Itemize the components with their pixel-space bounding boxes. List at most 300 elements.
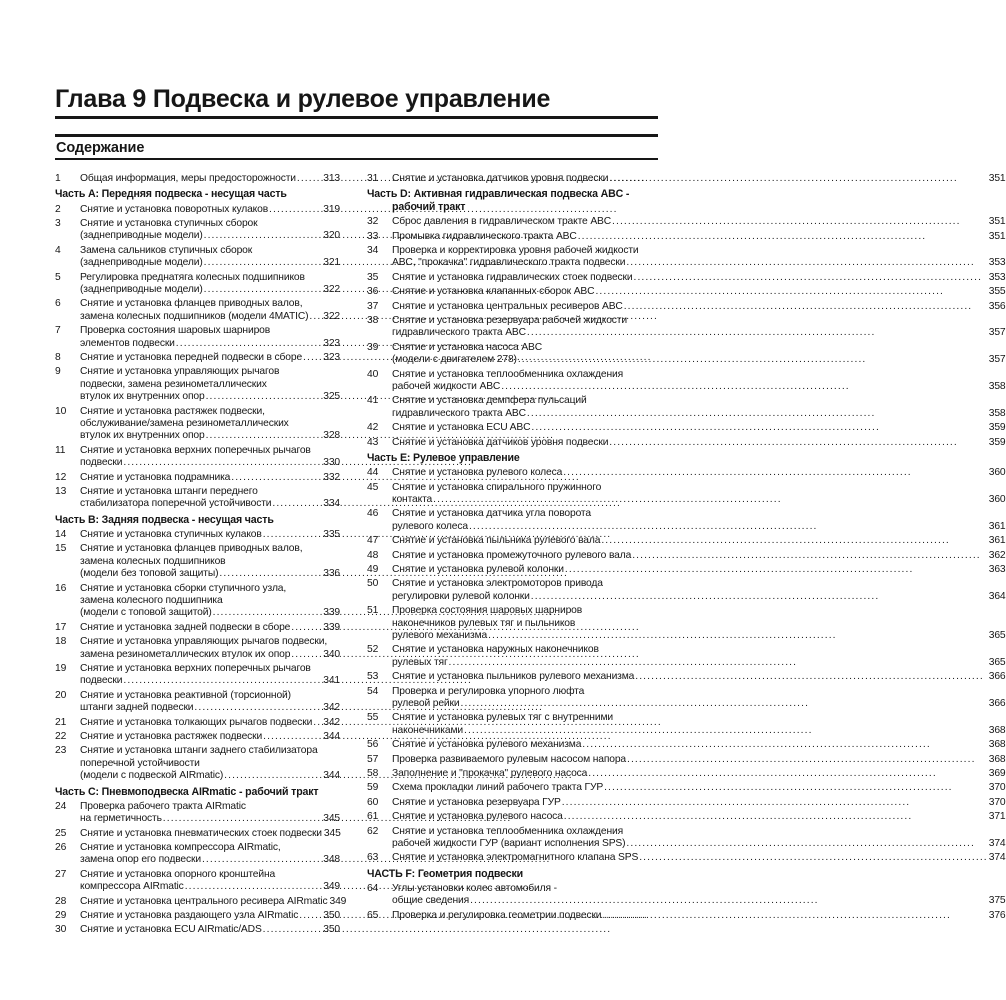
toc-entry-page-number: 368 (988, 753, 1006, 765)
toc-entry-number: 12 (55, 471, 67, 483)
toc-entry-page-number: 320 (323, 230, 340, 242)
toc-entry (55, 352, 340, 364)
toc-entry (367, 245, 1006, 270)
toc-entry (367, 712, 1006, 737)
toc-entry-last-line (80, 675, 340, 687)
toc-entry-line: Снятие и установка датчиков уровня подвески (392, 173, 609, 184)
dot-leader (213, 607, 323, 619)
toc-entry-last-line (392, 591, 1006, 603)
toc-entry-last-line (80, 702, 340, 714)
toc-entry-last-line (392, 838, 1006, 850)
toc-entry-number: 54 (367, 685, 379, 697)
dot-leader (299, 910, 322, 922)
toc-entry-number: 2 (55, 203, 61, 215)
toc-entry-body (392, 644, 1006, 669)
toc-entry-number: 49 (367, 563, 379, 575)
toc-entry (367, 605, 1006, 642)
toc-entry-last-line (80, 204, 340, 216)
toc-entry-last-line (80, 924, 340, 936)
toc-entry-body (392, 342, 1006, 367)
dot-leader (194, 702, 322, 714)
toc-entry-page-number: 369 (988, 768, 1006, 780)
dot-leader (303, 352, 322, 364)
toc-entry-body (80, 445, 340, 470)
toc-entry-body (80, 218, 340, 243)
toc-entry (367, 768, 1006, 780)
toc-entry-page-number: 336 (323, 568, 340, 580)
toc-entry-line: Общая информация, меры предосторожности (80, 173, 296, 184)
toc-entry-line: Снятие и установка компрессора AIRmatic, (80, 841, 281, 853)
toc-entry-line: Снятие и установка насоса ABC (392, 341, 543, 353)
dot-leader (313, 717, 322, 729)
toc-entry-line: Снятие и установка центрального ресивера AIRmatic (80, 895, 328, 907)
toc-entry-number: 23 (55, 745, 67, 757)
dot-leader (460, 698, 987, 710)
toc-entry-body (392, 739, 1006, 751)
toc-entry-body (80, 472, 340, 484)
toc-entry-line: Снятие и установка верхних поперечных рычагов (80, 663, 311, 674)
toc-entry-page-number: 361 (988, 520, 1006, 532)
toc-entry-number: 43 (367, 436, 379, 448)
toc-entry-page-number: 344 (323, 770, 340, 782)
toc-entry-page-number: 350 (323, 910, 340, 921)
toc-entry-last-line (392, 535, 1006, 547)
toc-entry-page-number: 351 (988, 173, 1006, 184)
dot-leader (263, 924, 323, 936)
toc-entry-body (392, 605, 1006, 642)
toc-entry-page-number: 371 (988, 811, 1006, 823)
toc-entry-line: регулировки рулевой колонки (392, 590, 530, 602)
toc-entry-body (392, 826, 1006, 851)
toc-entry-line: Снятие и установка пневматических стоек подвески (80, 827, 322, 839)
toc-entry-number: 36 (367, 286, 379, 298)
toc-entry-last-line (392, 301, 1006, 313)
toc-entry-line: общие сведения (392, 895, 470, 907)
toc-entry-body (80, 910, 340, 922)
toc-entry (55, 245, 340, 270)
toc-entry-page-number: 363 (988, 563, 1006, 575)
toc-entry (367, 782, 1006, 794)
toc-section-heading (367, 452, 1006, 465)
toc-entry-body (392, 686, 1006, 711)
dot-leader (464, 725, 988, 737)
toc-entry-last-line (392, 216, 1006, 228)
toc-entry (55, 529, 340, 541)
toc-entry-last-line (80, 649, 340, 661)
dot-leader (632, 550, 988, 562)
toc-entry-page-number: 366 (988, 698, 1006, 709)
toc-entry-page-number: 349 (323, 881, 340, 893)
toc-entry (55, 486, 340, 511)
toc-entry-line: Снятие и установка рулевого колеса (392, 467, 563, 479)
toc-entry-body (392, 315, 1006, 340)
toc-entry-last-line (392, 725, 1006, 737)
toc-entry (55, 218, 340, 243)
toc-entry-number: 7 (55, 325, 61, 337)
toc-entry-line: Сброс давления в гидравлическом тракте ABC (392, 216, 612, 228)
toc-entry-last-line (80, 813, 340, 825)
dot-leader (291, 622, 322, 634)
toc-entry (55, 828, 340, 840)
toc-entry-number: 48 (367, 549, 379, 561)
toc-entry-body (80, 204, 340, 216)
toc-entry-last-line (80, 717, 340, 729)
toc-entry-page-number: 345 (323, 827, 341, 839)
dot-leader (604, 782, 988, 794)
toc-entry-line: (модели с топовой защитой) (80, 607, 212, 619)
toc-entry-page-number: 356 (988, 300, 1006, 312)
toc-entry-last-line (392, 231, 1006, 243)
toc-entry-number: 31 (367, 173, 379, 184)
toc-entry-body (80, 636, 340, 661)
toc-entry-last-line (80, 230, 340, 242)
dot-leader (204, 284, 323, 296)
dot-leader (518, 354, 988, 366)
toc-entry-line: Снятие и установка управляющих рычагов подвески, (80, 636, 328, 648)
toc-entry-body (80, 245, 340, 270)
toc-entry-line: Снятие и установка ECU AIRmatic/ADS (80, 924, 262, 936)
toc-entry (367, 216, 1006, 228)
toc-entry (367, 422, 1006, 434)
toc-entry-last-line (392, 895, 1006, 907)
toc-entry-number: 50 (367, 578, 379, 590)
toc-entry (367, 395, 1006, 420)
toc-entry-last-line (392, 467, 1006, 479)
toc-entry-line: Снятие и установка задней подвески в сборе (80, 621, 291, 633)
toc-entry-last-line (80, 257, 340, 269)
toc-entry (367, 550, 1006, 562)
toc-entry-line: замена колесных подшипников (модели 4MATIC) (80, 310, 309, 322)
toc-entry-last-line (392, 910, 1006, 922)
toc-entry-number: 19 (55, 663, 67, 674)
toc-entry-last-line (392, 698, 1006, 710)
toc-entry-page-number: 368 (988, 724, 1006, 736)
toc-entry-line: рулевой рейки (392, 698, 460, 709)
dot-leader (163, 813, 322, 825)
toc-entry-page-number: 342 (323, 716, 340, 728)
toc-entry (55, 910, 340, 922)
toc-entry-line: Снятие и установка наружных наконечников (392, 644, 599, 656)
toc-entry (367, 910, 1006, 922)
toc-entry-last-line (392, 768, 1006, 780)
dot-leader (263, 731, 322, 743)
toc-entry-line: Снятие и установка ступичных сборок (80, 217, 258, 229)
toc-entry-body (80, 529, 340, 541)
toc-entry (55, 325, 340, 350)
toc-entry (367, 173, 1006, 185)
toc-entry-body (80, 745, 340, 782)
toc-entry-last-line (80, 311, 340, 323)
toc-entry-number: 4 (55, 244, 61, 256)
toc-entry-number: 61 (367, 811, 379, 823)
toc-entry-number: 10 (55, 405, 67, 417)
dot-leader (527, 327, 988, 339)
toc-entry-number: 64 (367, 882, 379, 894)
toc-entry-number: 29 (55, 910, 67, 921)
toc-entry-line: Снятие и установка ступичных кулаков (80, 528, 262, 540)
toc-entry-body (392, 369, 1006, 394)
toc-entry-last-line (80, 352, 340, 364)
toc-entry-body (80, 717, 340, 729)
toc-entry-number: 44 (367, 467, 379, 479)
toc-entry-number: 46 (367, 508, 379, 520)
toc-entry-page-number: 357 (988, 354, 1006, 366)
toc-entry-body (392, 768, 1006, 780)
toc-entry (55, 895, 347, 908)
dot-leader (562, 797, 988, 809)
toc-entry-number: 24 (55, 800, 67, 812)
toc-entry (367, 811, 1006, 823)
toc-entry-body (392, 482, 1006, 507)
dot-leader (635, 671, 988, 683)
toc-entry-last-line (392, 422, 1006, 434)
toc-entry-page-number: 339 (323, 607, 340, 619)
toc-entry-body (392, 272, 1006, 284)
toc-entry-line: Проверка и корректировка уровня рабочей жидкости (392, 244, 639, 256)
dot-leader (501, 381, 988, 393)
toc-entry-page-number: 330 (323, 457, 340, 469)
toc-entry-line: элементов подвески (80, 337, 175, 349)
toc-entry (367, 315, 1006, 340)
toc-entry-number: 56 (367, 739, 379, 751)
toc-entry-body (392, 811, 1006, 823)
toc-entry-body (392, 231, 1006, 243)
toc-entry-number: 16 (55, 582, 67, 594)
toc-entry-body (392, 173, 1006, 185)
toc-entry-number: 51 (367, 605, 379, 617)
toc-entry-last-line (80, 284, 340, 296)
toc-entry-page-number: 339 (323, 621, 340, 633)
toc-entry-last-line (392, 754, 1006, 766)
toc-entry (367, 482, 1006, 507)
toc-entry-line: рулевых тяг (392, 656, 448, 668)
toc-entry-line: Снятие и установка штанги заднего стабилизатора (80, 745, 318, 757)
toc-entry-body (80, 486, 340, 511)
toc-entry-last-line (80, 457, 340, 469)
toc-section-heading (55, 188, 340, 201)
toc-entry-line: Снятие и установка клапанных сборок ABC (392, 286, 595, 298)
toc-entry-line: (заднеприводные модели) (80, 230, 203, 242)
toc-entry-last-line (392, 408, 1006, 420)
dot-leader (219, 568, 322, 580)
toc-entry-body (392, 508, 1006, 533)
toc-entry-page-number: 355 (988, 286, 1006, 298)
toc-entry-number: 20 (55, 689, 67, 701)
toc-entry (367, 437, 1006, 449)
toc-entry-line: Снятие и установка опорного кронштейна (80, 868, 276, 880)
toc-entry-line: Снятие и установка рулевого насоса (392, 811, 563, 823)
toc-entry-body (392, 564, 1006, 576)
toc-entry-number: 3 (55, 217, 61, 229)
toc-section-heading-line: Часть D: Активная гидравлическая подвеска ABC - (367, 188, 630, 201)
toc-entry (55, 298, 340, 323)
toc-entry-page-number: 365 (988, 656, 1006, 668)
toc-entry-number: 39 (367, 341, 379, 353)
toc-entry-line: Снятие и установка рулевых тяг с внутренними (392, 712, 613, 724)
toc-entry-line: ABC, "прокачка" гидравлического тракта подвески (392, 257, 626, 269)
toc-entry-number: 53 (367, 671, 379, 683)
toc-entry (55, 663, 340, 688)
toc-entry-line: втулок их внутренних опор (80, 391, 205, 403)
dot-leader (565, 564, 988, 576)
toc-entry-last-line (392, 173, 1006, 185)
toc-entry-line: втулок их внутренних опор (80, 430, 205, 442)
contents-rule-bottom (55, 158, 658, 161)
dot-leader (263, 529, 323, 541)
dot-leader (633, 272, 987, 284)
toc-entry-last-line (80, 854, 340, 866)
toc-entry-last-line (80, 498, 340, 510)
toc-entry-line: Промывка гидравлического тракта ABC (392, 230, 577, 242)
toc-entry-line: Снятие и установка спирального пружинного (392, 481, 602, 493)
toc-entry-line: Снятие и установка растяжек подвески (80, 731, 263, 743)
toc-entry-line: наконечниками (392, 724, 463, 736)
contents-heading: Содержание (56, 139, 145, 156)
toc-entry-line: (модели с двигателем 278) (392, 354, 517, 366)
toc-entry-body (80, 325, 340, 350)
toc-entry-body (392, 883, 1006, 908)
toc-entry-line: Проверка рабочего тракта AIRmatic (80, 800, 246, 812)
toc-entry-page-number: 364 (988, 590, 1006, 602)
toc-entry-last-line (392, 381, 1006, 393)
toc-entry-body (80, 895, 347, 908)
toc-entry (367, 272, 1006, 284)
toc-entry-line: Проверка и регулировка геометрии подвески (392, 909, 602, 921)
toc-entry-page-number: 335 (323, 528, 340, 540)
toc-entry-number: 40 (367, 368, 379, 380)
toc-entry (55, 366, 340, 403)
dot-leader (578, 231, 988, 243)
column-gutter (340, 173, 367, 939)
toc-entry-body (80, 622, 340, 634)
toc-entry-body (392, 437, 1006, 449)
toc-section-heading (367, 868, 1006, 881)
dot-leader (639, 852, 988, 864)
toc-entry-number: 33 (367, 230, 379, 242)
toc-entry-page-number: 366 (988, 671, 1006, 683)
toc-entry-page-number: 323 (323, 351, 340, 363)
toc-entry-page-number: 362 (988, 549, 1006, 561)
dot-leader (231, 472, 322, 484)
toc-entry-line: Снятие и установка сборки ступичного узла, (80, 582, 287, 594)
toc-entry-line: Схема прокладки линий рабочего тракта ГУР (392, 782, 604, 794)
toc-entry-body (392, 286, 1006, 298)
toc-section-heading-line: Часть А: Передняя подвеска - несущая часть (55, 188, 287, 201)
toc-entry-line: наконечников рулевых тяг и пыльников (392, 617, 576, 629)
toc-entry-line: Снятие и установка ECU ABC (392, 422, 531, 434)
dot-leader (202, 854, 322, 866)
toc-entry-line: Снятие и установка датчика угла поворота (392, 508, 591, 520)
toc-entry (55, 445, 340, 470)
toc-entry-page-number: 368 (988, 739, 1006, 751)
toc-entry (55, 272, 340, 297)
toc-entry-number: 28 (55, 895, 67, 907)
toc-entry-number: 34 (367, 244, 379, 256)
toc-entry-line: Снятие и установка рулевой колонки (392, 563, 564, 575)
toc-entry-body (392, 910, 1006, 922)
dot-leader (609, 437, 987, 449)
toc-entry (55, 204, 340, 216)
toc-entry-body (392, 782, 1006, 794)
toc-entry-last-line (80, 828, 340, 840)
toc-entry (55, 842, 340, 867)
toc-entry-page-number: 374 (988, 852, 1006, 864)
toc-entry-line: замена колесного подшипника (80, 594, 223, 606)
toc-entry-page-number: 348 (323, 854, 340, 866)
toc-entry-line: компрессора AIRmatic (80, 881, 184, 893)
dot-leader (470, 895, 988, 907)
toc-entry-line: подвески (80, 675, 123, 687)
dot-leader (488, 630, 988, 642)
toc-entry-line: рулевого механизма (392, 629, 488, 641)
toc-entry (55, 622, 340, 634)
toc-entry-number: 52 (367, 644, 379, 656)
toc-entry-number: 1 (55, 173, 61, 184)
dot-leader (627, 754, 988, 766)
toc-entry-line: Снятие и установка передней подвески в сборе (80, 351, 303, 363)
toc-entry-body (392, 301, 1006, 313)
toc-entry-page-number: 342 (323, 702, 340, 714)
toc-entry-page-number: 359 (988, 422, 1006, 434)
toc-entry (55, 543, 340, 580)
toc-entry-page-number: 358 (988, 380, 1006, 392)
toc-entry-last-line (80, 895, 347, 908)
toc-entry-page-number: 321 (323, 257, 340, 269)
toc-entry-last-line (392, 630, 1006, 642)
dot-leader (269, 204, 322, 216)
toc-entry-last-line (392, 272, 1006, 284)
dot-leader (624, 301, 988, 313)
toc-entry-body (392, 535, 1006, 547)
toc-entry-line: Замена сальников ступичных сборок (80, 244, 253, 256)
toc-entry-body (80, 173, 340, 185)
toc-entry-page-number: 341 (323, 675, 340, 687)
dot-leader (433, 494, 988, 506)
toc-entry-last-line (392, 550, 1006, 562)
toc-entry-line: на герметичность (80, 813, 162, 825)
toc-entry-number: 37 (367, 300, 379, 312)
toc-entry-number: 22 (55, 731, 67, 743)
toc-entry-page-number: 351 (988, 230, 1006, 242)
toc-entry-number: 6 (55, 298, 61, 310)
toc-column-left (55, 173, 347, 939)
toc-entry (367, 535, 1006, 547)
toc-entry-last-line (80, 430, 340, 442)
toc-entry-number: 13 (55, 486, 67, 498)
dot-leader (206, 430, 323, 442)
toc-entry (367, 231, 1006, 243)
toc-entry-number: 59 (367, 782, 379, 794)
toc-entry-number: 15 (55, 543, 67, 555)
toc-entry-line: Проверка развиваемого рулевым насосом напора (392, 753, 626, 765)
toc-entry-number: 11 (55, 444, 66, 456)
toc-entry-body (392, 578, 1006, 603)
toc-entry (367, 754, 1006, 766)
toc-section-heading-line: Часть В: Задняя подвеска - несущая часть (55, 513, 274, 526)
toc-entry-page-number: 325 (323, 391, 340, 403)
toc-entry-last-line (80, 731, 340, 743)
toc-entry-line: Проверка состояния шаровых шарниров (392, 605, 583, 617)
toc-entry-line: Снятие и установка управляющих рычагов (80, 366, 280, 378)
toc-entry-page-number: 360 (988, 493, 1006, 505)
toc-entry-line: Снятие и установка фланцев приводных валов, (80, 298, 303, 310)
toc-entry-number: 14 (55, 528, 67, 540)
toc-entry-page-number: 370 (988, 796, 1006, 808)
toc-entry (55, 731, 340, 743)
toc-entry (367, 671, 1006, 683)
toc-entry-body (392, 852, 1006, 864)
toc-entry (367, 467, 1006, 479)
